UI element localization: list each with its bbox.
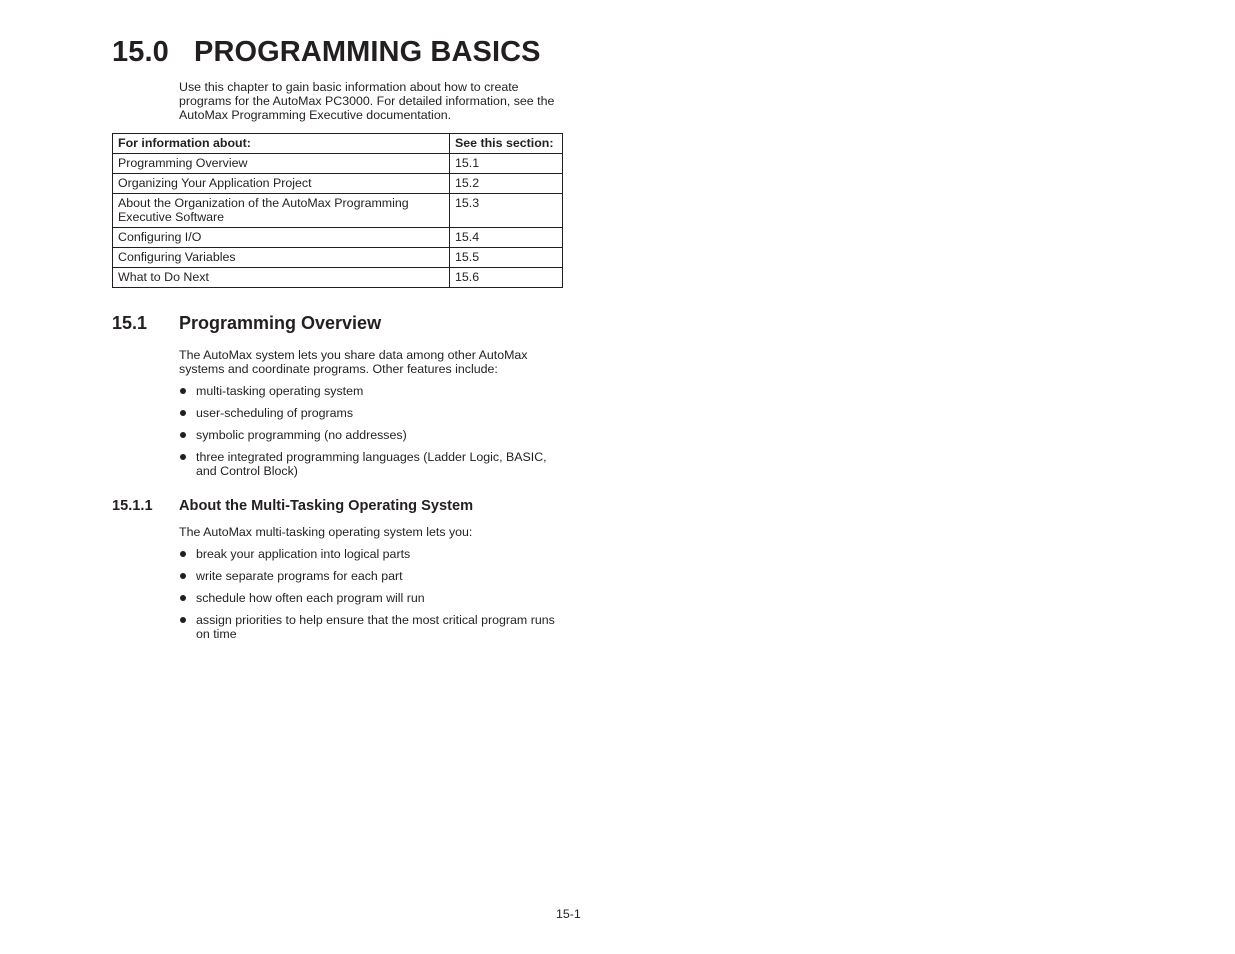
table-row bbox=[113, 268, 563, 288]
table-cell-topic: About the Organization of the AutoMax Programming Executive Software bbox=[113, 194, 450, 228]
feature-list bbox=[179, 384, 564, 486]
table-row bbox=[113, 174, 563, 194]
table-cell-topic: Organizing Your Application Project bbox=[113, 174, 450, 194]
list-item-text: write separate programs for each part bbox=[196, 569, 403, 583]
subsection-paragraph: The AutoMax multi-tasking operating system lets you: bbox=[179, 525, 473, 539]
table-header-topic: For information about: bbox=[113, 134, 450, 154]
section-title: Programming Overview bbox=[179, 313, 382, 333]
table-cell-section: 15.1 bbox=[450, 154, 563, 174]
bullet-icon bbox=[180, 595, 186, 601]
list-item-text: three integrated programming languages (Ladder Logic, BASIC, and Control Block) bbox=[196, 450, 547, 478]
list-item bbox=[179, 428, 564, 442]
chapter-intro: Use this chapter to gain basic information about how to create programs for the AutoMax PC3000. For detailed information, see the AutoMax Programming Executive documentation. bbox=[179, 80, 555, 122]
bullet-icon bbox=[180, 410, 186, 416]
table-cell-section: 15.4 bbox=[450, 228, 563, 248]
list-item-text: symbolic programming (no addresses) bbox=[196, 428, 407, 442]
subsection-heading bbox=[112, 498, 473, 514]
list-item bbox=[179, 547, 564, 561]
bullet-icon bbox=[180, 573, 186, 579]
table-cell-section: 15.3 bbox=[450, 194, 563, 228]
list-item-text: assign priorities to help ensure that the most critical program runs on time bbox=[196, 613, 555, 641]
section-heading bbox=[112, 313, 381, 334]
list-item bbox=[179, 384, 564, 398]
chapter-title bbox=[112, 36, 541, 69]
bullet-icon bbox=[180, 454, 186, 460]
list-item-text: user-scheduling of programs bbox=[196, 406, 354, 420]
chapter-number: 15.0 bbox=[112, 36, 169, 68]
table-row bbox=[113, 194, 563, 228]
bullet-icon bbox=[180, 617, 186, 623]
section-number: 15.1 bbox=[112, 313, 148, 333]
list-item bbox=[179, 613, 564, 641]
table-header-section: See this section: bbox=[450, 134, 563, 154]
section-paragraph: The AutoMax system lets you share data among other AutoMax systems and coordinate programs. Other features include: bbox=[179, 348, 528, 376]
section-reference-table bbox=[112, 133, 563, 288]
table-cell-topic: What to Do Next bbox=[113, 268, 450, 288]
table-row bbox=[113, 228, 563, 248]
table-row bbox=[113, 248, 563, 268]
table-cell-topic: Configuring I/O bbox=[113, 228, 450, 248]
subsection-title: About the Multi-Tasking Operating System bbox=[179, 498, 474, 514]
bullet-icon bbox=[180, 432, 186, 438]
list-item-text: schedule how often each program will run bbox=[196, 591, 425, 605]
list-item bbox=[179, 450, 564, 478]
table-cell-section: 15.5 bbox=[450, 248, 563, 268]
list-item-text: break your application into logical parts bbox=[196, 547, 411, 561]
table-cell-topic: Configuring Variables bbox=[113, 248, 450, 268]
table-cell-section: 15.6 bbox=[450, 268, 563, 288]
capability-list bbox=[179, 547, 564, 649]
table-cell-section: 15.2 bbox=[450, 174, 563, 194]
list-item-text: multi-tasking operating system bbox=[196, 384, 364, 398]
table-cell-topic: Programming Overview bbox=[113, 154, 450, 174]
table-row bbox=[113, 154, 563, 174]
page-number: 15-1 bbox=[556, 907, 581, 921]
bullet-icon bbox=[180, 388, 186, 394]
list-item bbox=[179, 569, 564, 583]
bullet-icon bbox=[180, 551, 186, 557]
list-item bbox=[179, 406, 564, 420]
list-item bbox=[179, 591, 564, 605]
subsection-number: 15.1.1 bbox=[112, 498, 153, 514]
table-header-row bbox=[113, 134, 563, 154]
chapter-title-text: PROGRAMMING BASICS bbox=[194, 36, 541, 68]
